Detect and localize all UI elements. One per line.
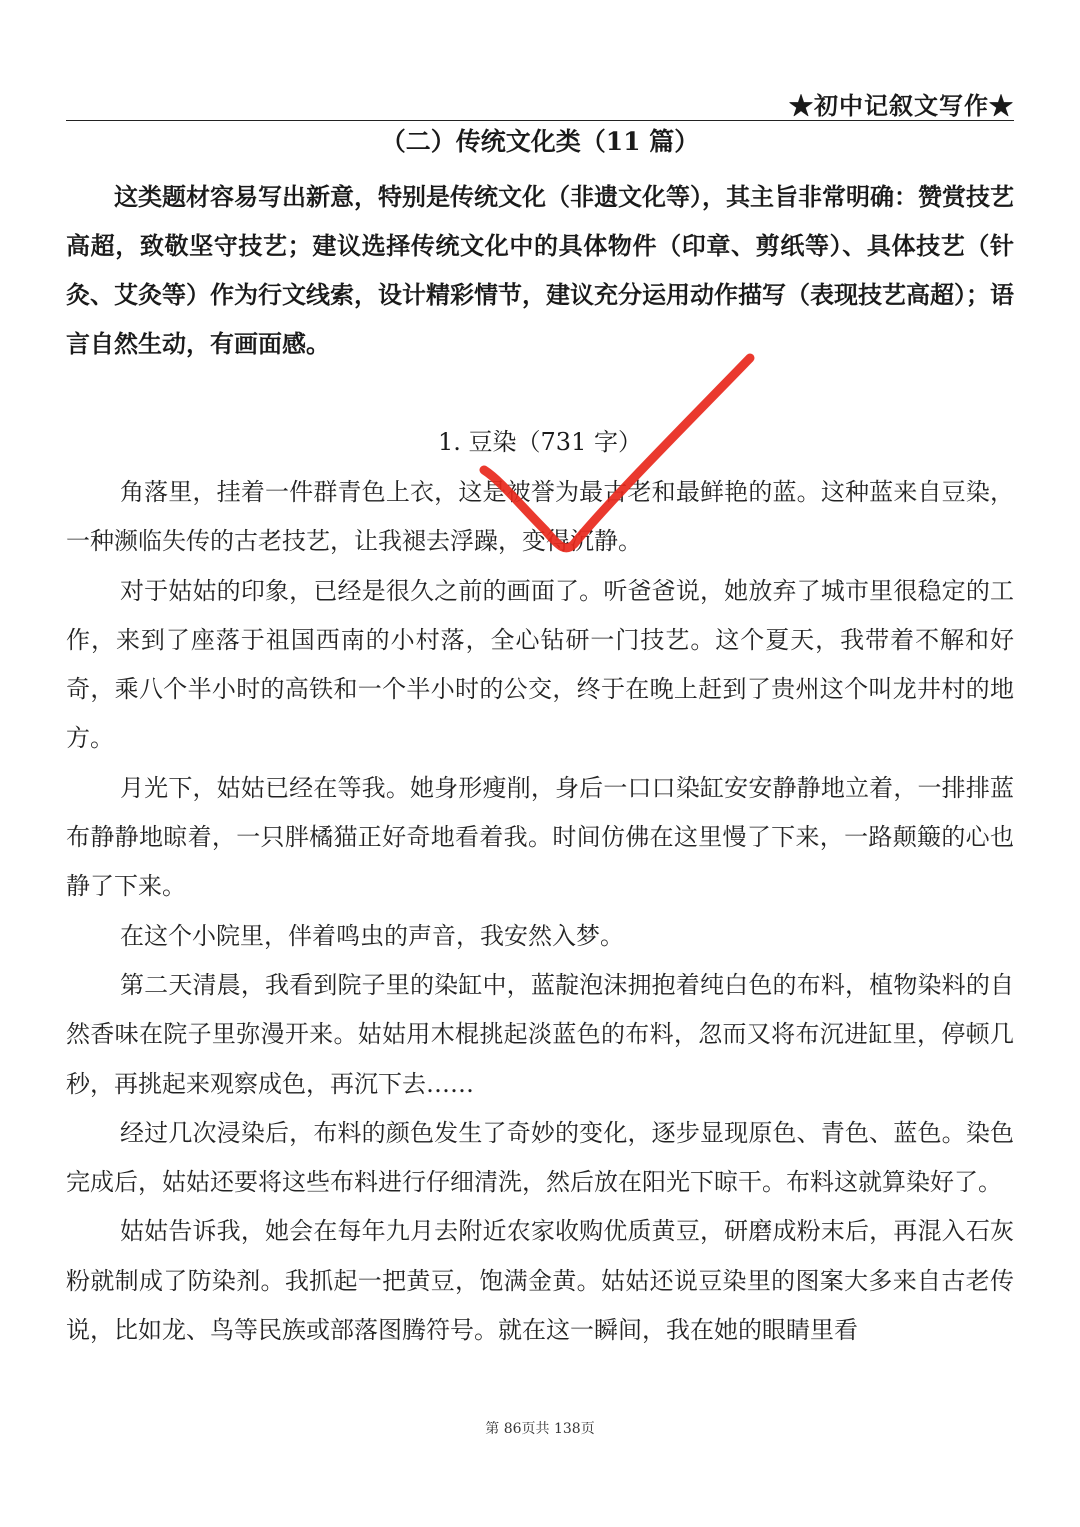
essay-paragraph: 姑姑告诉我，她会在每年九月去附近农家收购优质黄豆，研磨成粉末后，再混入石灰粉就制成了防染剂。我抓起一把黄豆，饱满金黄。姑姑还说豆染里的图案大多来自古老传说，比如龙、鸟等民族或部落图腾符号。就在这一瞬间，我在她的眼睛里看	[66, 1217, 1014, 1345]
section-title: （二）传统文化类（11 篇）	[380, 127, 700, 156]
essay-paragraph: 对于姑姑的印象，已经是很久之前的画面了。听爸爸说，她放弃了城市里很稳定的工作，来到了座落于祖国西南的小村落，全心钻研一门技艺。这个夏天，我带着不解和好奇，乘八个半小时的高铁和一个半小时的公交，终于在晚上赶到了贵州这个叫龙井村的地方。	[66, 576, 1014, 753]
essay-paragraph: 角落里，挂着一件群青色上衣，这是被誉为最古老和最鲜艳的蓝。这种蓝来自豆染，一种濒临失传的古老技艺，让我褪去浮躁，变得沉静。	[66, 478, 1014, 556]
essay-title: 1. 豆染（731 字）	[438, 428, 642, 456]
intro-paragraph: 这类题材容易写出新意，特别是传统文化（非遗文化等），其主旨非常明确：赞赏技艺高超，致敬坚守技艺；建议选择传统文化中的具体物件（印章、剪纸等）、具体技艺（针灸、艾灸等）作为行文线索，设计精彩情节，建议充分运用动作描写（表现技艺高超）；语言自然生动，有画面感。	[66, 182, 1014, 358]
page-header: ★初中记叙文写作★	[789, 91, 1014, 120]
header-divider	[66, 120, 1014, 121]
essay-body	[66, 468, 1014, 1355]
essay-paragraph: 第二天清晨，我看到院子里的染缸中，蓝靛泡沫拥抱着纯白色的布料，植物染料的自然香味在院子里弥漫开来。姑姑用木棍挑起淡蓝色的布料，忽而又将布沉进缸里，停顿几秒，再挑起来观察成色，再沉下去……	[66, 970, 1014, 1098]
essay-paragraph: 月光下，姑姑已经在等我。她身形瘦削，身后一口口染缸安安静静地立着，一排排蓝布静静地晾着，一只胖橘猫正好奇地看着我。时间仿佛在这里慢了下来，一路颠簸的心也静了下来。	[66, 773, 1014, 901]
essay-paragraph: 在这个小院里，伴着鸣虫的声音，我安然入梦。	[120, 921, 624, 950]
essay-paragraph: 经过几次浸染后，布料的颜色发生了奇妙的变化，逐步显现原色、青色、蓝色。染色完成后，姑姑还要将这些布料进行仔细清洗，然后放在阳光下晾干。布料这就算染好了。	[66, 1118, 1014, 1197]
page-number-footer: 第 86页共 138页	[485, 1421, 595, 1437]
